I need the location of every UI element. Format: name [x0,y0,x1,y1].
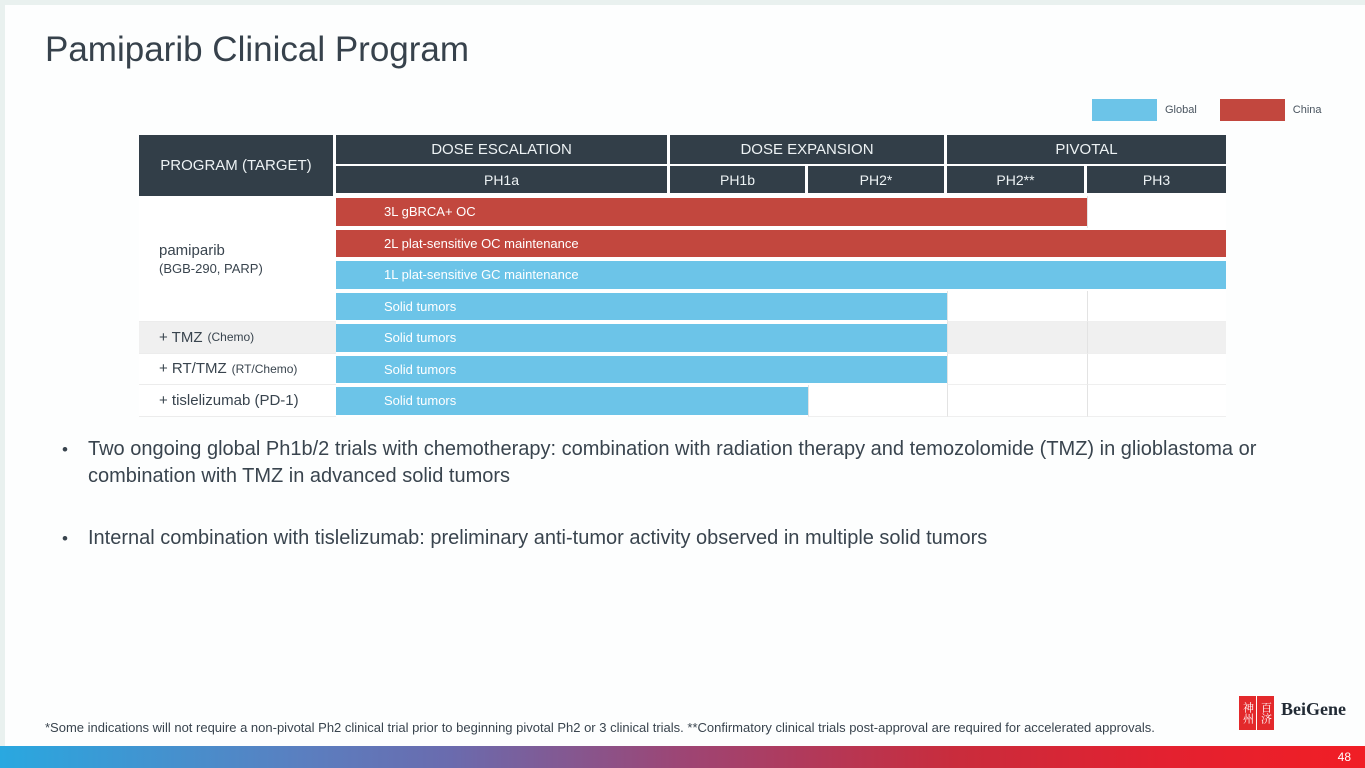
legend-label-global: Global [1165,104,1197,116]
pipeline-bar-cell [336,322,947,354]
legend-swatch-china [1220,99,1285,121]
pipeline-bar-1l-gc-maintenance: 1L plat-sensitive GC maintenance [336,261,1226,289]
slide-title: Pamiparib Clinical Program [45,30,470,69]
pipeline-bar-cell [336,354,947,386]
empty-cell [947,291,1087,323]
pipeline-bar-cell [336,291,947,323]
empty-cell [947,322,1087,354]
header-cell-ph2-star: PH2* [808,166,947,196]
pipeline-bar-2l-oc-maintenance: 2L plat-sensitive OC maintenance [336,230,1226,258]
header-cell-pivotal: PIVOTAL [947,135,1226,166]
header-cell-ph2-double-star: PH2** [947,166,1087,196]
seal-right-stamp: 百济 [1257,696,1274,730]
program-target: (BGB-290, PARP) [159,260,263,276]
empty-cell [1087,291,1226,323]
empty-cell [947,354,1087,386]
page-footer-bar [0,746,1365,768]
brand-wordmark: BeiGene [1281,699,1346,719]
pipeline-bar-3l-gbrca-oc: 3L gBRCA+ OC [336,198,1087,226]
bullet-marker: • [62,529,68,548]
header-cell-ph1a: PH1a [336,166,670,196]
row-label-tmz [139,322,336,354]
pipeline-table [139,135,1226,417]
empty-cell [808,385,947,417]
program-name: + TMZ [159,328,203,346]
empty-cell [1087,385,1226,417]
pipeline-bar-cell [336,196,1087,228]
bullet-item [62,525,1282,552]
program-target: (RT/Chemo) [231,361,298,376]
header-cell-dose-escalation: DOSE ESCALATION [336,135,670,166]
empty-cell [1087,322,1226,354]
row-label-tislelizumab [139,385,336,417]
beigene-logo [1239,696,1346,730]
legend [1092,99,1322,121]
page-number: 48 [1337,750,1351,764]
bullet-text: Internal combination with tislelizumab: preliminary anti-tumor activity observed in multiple solid tumors [88,527,988,549]
legend-swatch-global [1092,99,1157,121]
empty-cell [1087,196,1226,228]
pipeline-bar-solid-tumors-rt-tmz: Solid tumors [336,356,947,384]
row-label-rt-tmz [139,354,336,386]
pipeline-bar-cell [336,385,808,417]
header-cell-dose-expansion: DOSE EXPANSION [670,135,947,166]
seal-left-stamp: 神州 [1239,696,1256,730]
pipeline-bar-solid-tumors-tmz: Solid tumors [336,324,947,352]
empty-cell [1087,354,1226,386]
bullet-list [62,436,1282,552]
bullet-text: Two ongoing global Ph1b/2 trials with chemotherapy: combination with radiation therapy and temozolomide (TMZ) in glioblastoma or combination with TMZ in advanced solid tumors [88,438,1257,487]
pipeline-bar-solid-tumors-tislelizumab: Solid tumors [336,387,808,415]
program-name: pamiparib [159,241,225,259]
pipeline-bar-solid-tumors-mono: Solid tumors [336,293,947,321]
beigene-seal-icon [1239,696,1274,730]
program-name: + tislelizumab (PD-1) [159,391,299,409]
header-cell-ph3: PH3 [1087,166,1226,196]
empty-cell [947,385,1087,417]
header-cell-ph1b: PH1b [670,166,808,196]
slide-left-border [0,0,5,768]
legend-label-china: China [1292,104,1322,116]
footnote: *Some indications will not require a non-pivotal Ph2 clinical trial prior to beginning pivotal Ph2 or 3 clinical trials. **Confirmatory clinical trials post-approval are required for accelerated approvals. [45,720,1155,735]
pipeline-bar-cell [336,228,1226,260]
pipeline-bar-cell [336,259,1226,291]
slide-top-border [0,0,1365,5]
row-label-pamiparib [139,196,336,322]
bullet-item [62,436,1282,490]
bullet-marker: • [62,440,68,459]
program-name: + RT/TMZ [159,360,227,378]
header-cell-program-target: PROGRAM (TARGET) [139,135,336,196]
program-target: (Chemo) [207,330,255,345]
